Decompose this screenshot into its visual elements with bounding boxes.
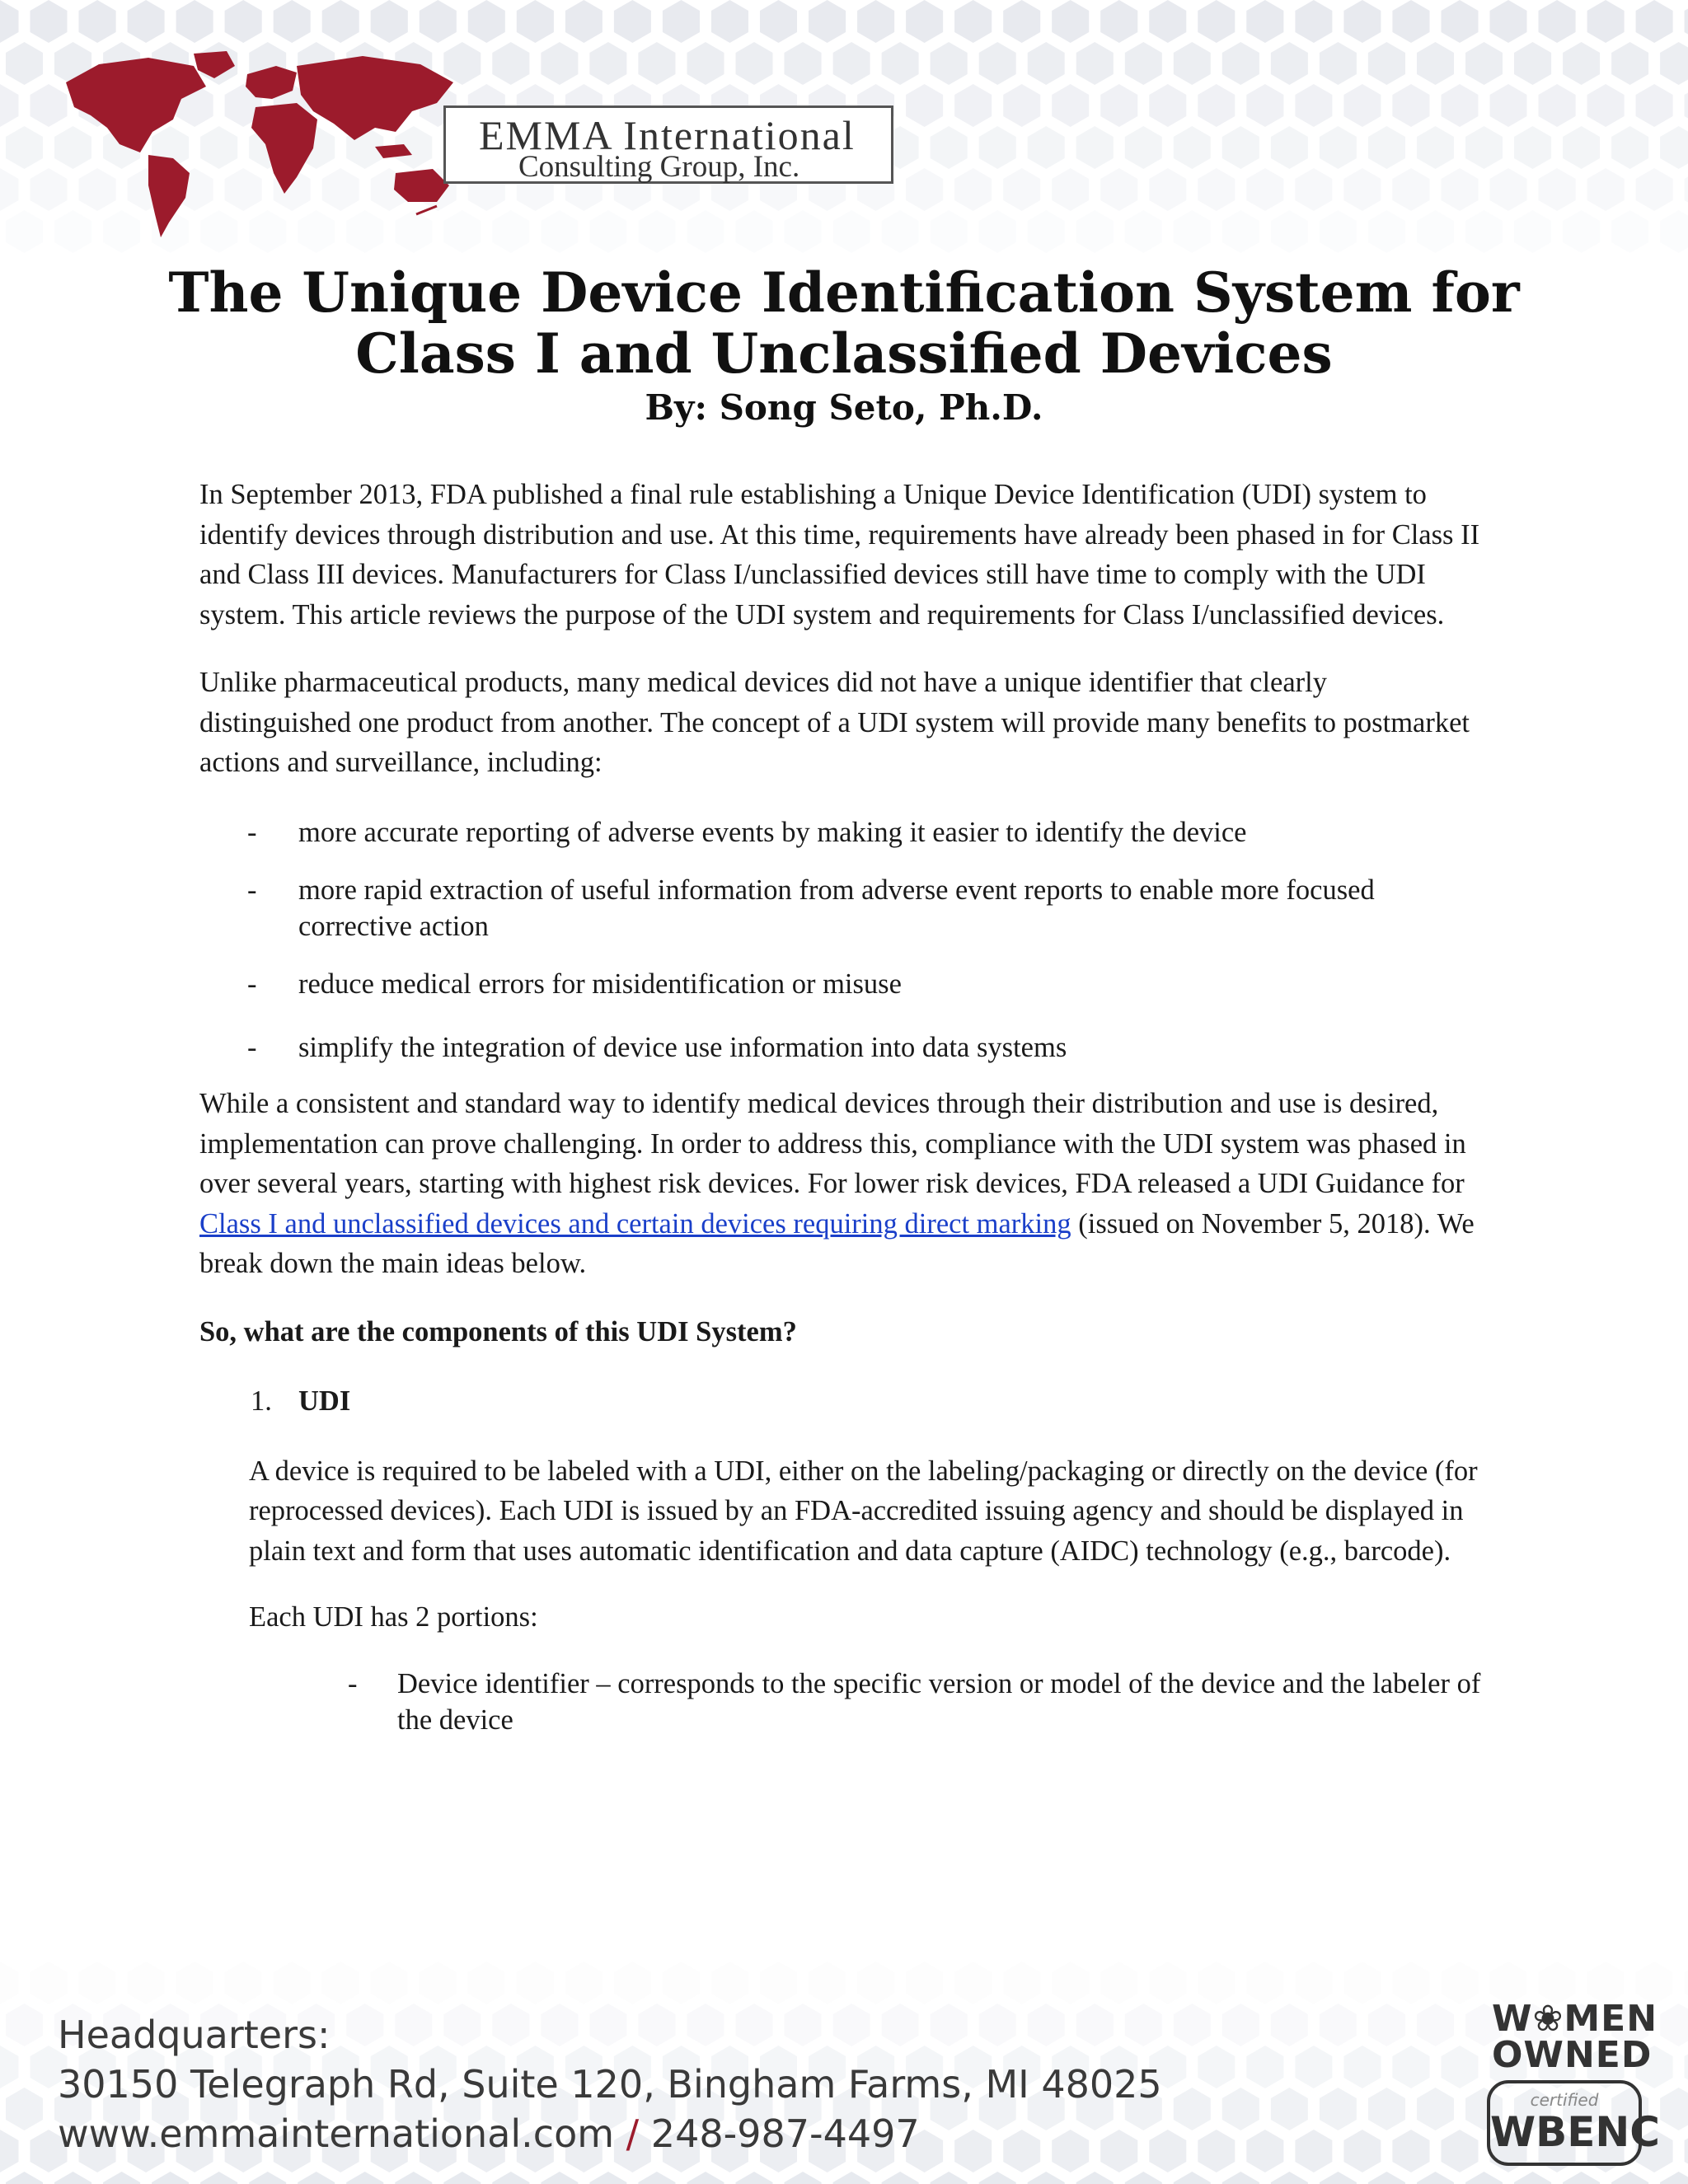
letterhead xyxy=(0,0,1688,272)
bullet-dash: - xyxy=(247,816,257,848)
document-title xyxy=(165,262,1523,384)
article-body xyxy=(199,475,1485,1738)
portion-text: Device identifier – corresponds to the specific version or model of the device and the labeler of the device xyxy=(397,1667,1481,1736)
guidance-text-before: While a consistent and standard way to identify medical devices through their distribution and use is desired, implementation can prove challenging. In order to address this, compliance with the UDI system was phased in over several years, starting with highest risk devices. For lower risk devices, FDA released a UDI Guidance for xyxy=(199,1088,1466,1199)
footer-separator: / xyxy=(626,2111,640,2156)
logo-line-1: EMMA International xyxy=(479,112,856,158)
wbenc-logo xyxy=(1487,2080,1660,2166)
guidance-link[interactable]: Class I and unclassified devices and certain devices requiring direct marking xyxy=(199,1207,1071,1240)
footer-address: 30150 Telegraph Rd, Suite 120, Bingham Farms, MI 48025 xyxy=(58,2062,1162,2107)
benefit-text: more accurate reporting of adverse events by making it easier to identify the device xyxy=(298,816,1247,848)
bullet-dash: - xyxy=(247,968,257,1000)
benefit-text: reduce medical errors for misidentification or misuse xyxy=(298,968,902,1000)
badge-certified: certified xyxy=(1530,2090,1599,2110)
list-item xyxy=(199,1028,1485,1068)
paragraph-udi-portions: Each UDI has 2 portions: xyxy=(249,1601,538,1633)
list-item xyxy=(199,872,1485,944)
bullet-dash: - xyxy=(247,874,257,906)
author-byline: By: Song Seto, Ph.D. xyxy=(645,387,1043,428)
paragraph-intro: In September 2013, FDA published a final rule establishing a Unique Device Identification (UDI) system to identify devices through distribution and use. At this time, requirements have already been phased in for Class II and Class III devices. Manufacturers for Class I/unclassified devices still have time to comply with the UDI system. This article reviews the purpose of the UDI system and requirements for Class I/unclassified devices. xyxy=(199,479,1480,630)
guidance-text-after: (issued on November 5, 2018). We break down the main ideas below. xyxy=(199,1207,1475,1279)
paragraph-udi-description: A device is required to be labeled with a UDI, either on the labeling/packaging or directly on the device (for reprocessed devices). Each UDI is issued by an FDA-accredited issuing agency and should be displayed in plain text and form that uses automatic identification and data capture (AIDC) technology (e.g., barcode). xyxy=(249,1455,1478,1567)
footer-contact xyxy=(58,2111,920,2156)
bullet-dash: - xyxy=(348,1667,358,1699)
footer-website[interactable]: www.emmainternational.com xyxy=(58,2111,615,2156)
numbered-item-udi xyxy=(199,1381,1485,1422)
paragraph-benefits-intro: Unlike pharmaceutical products, many medical devices did not have a unique identifier that clearly distinguished one product from another. The concept of a UDI system will provide many benefits to postmarket actions and surveillance, including: xyxy=(199,667,1470,778)
badge-line-1: W❀MEN xyxy=(1492,1998,1658,2040)
item-label: UDI xyxy=(298,1385,351,1417)
logo-line-2: Consulting Group, Inc. xyxy=(518,150,800,184)
paragraph-guidance xyxy=(199,1084,1485,1284)
item-number: 1. xyxy=(251,1385,272,1417)
section-heading: So, what are the components of this UDI System? xyxy=(199,1315,797,1347)
list-item xyxy=(199,1666,1485,1738)
bullet-dash: - xyxy=(247,1031,257,1063)
benefit-text: more rapid extraction of useful information from adverse event reports to enable more focused corrective action xyxy=(298,874,1375,942)
title-line-1: The Unique Device Identification System for xyxy=(168,260,1520,325)
benefit-text: simplify the integration of device use information into data systems xyxy=(298,1031,1067,1063)
footer xyxy=(0,1961,1688,2184)
title-line-2: Class I and Unclassified Devices xyxy=(355,321,1333,386)
world-map-icon xyxy=(49,49,462,239)
list-item xyxy=(199,964,1485,1005)
badge-name: WBENC xyxy=(1490,2108,1660,2156)
company-logo xyxy=(443,105,893,184)
list-item xyxy=(199,813,1485,853)
footer-phone: 248-987-4497 xyxy=(650,2111,920,2156)
wbenc-certification-badge xyxy=(1484,1998,1660,2171)
footer-hq-label: Headquarters: xyxy=(58,2013,331,2057)
badge-line-2: OWNED xyxy=(1492,2034,1653,2076)
